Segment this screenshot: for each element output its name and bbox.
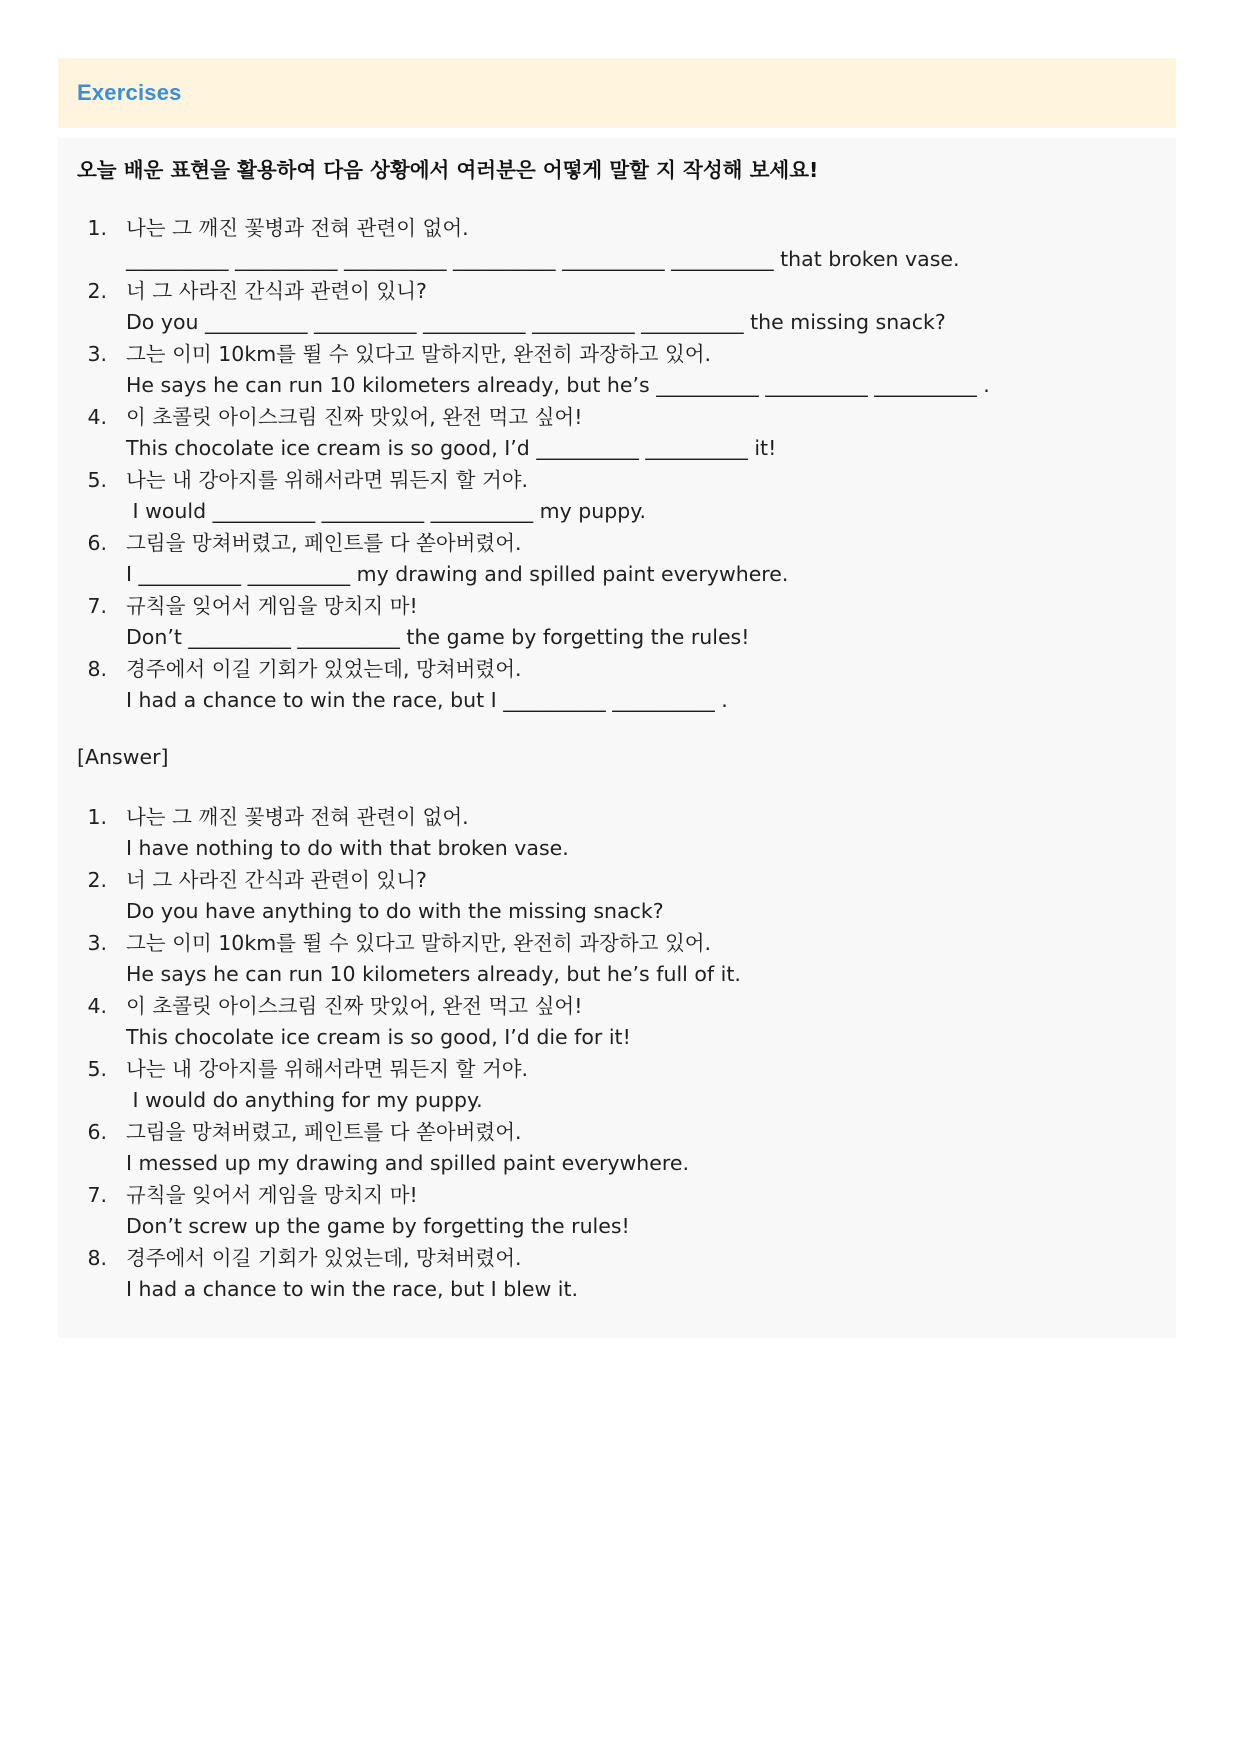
english-answer: I messed up my drawing and spilled paint everywhere. xyxy=(126,1151,689,1175)
item-number: 8. xyxy=(87,657,107,681)
english-fill-in: I would __________ __________ __________ my puppy. xyxy=(126,499,647,523)
english-fill-in: Don’t __________ __________ the game by forgetting the rules! xyxy=(126,625,750,649)
korean-sentence: 경주에서 이길 기회가 있었는데, 망쳐버렸어. xyxy=(126,1246,522,1270)
korean-sentence: 경주에서 이길 기회가 있었는데, 망쳐버렸어. xyxy=(126,657,522,681)
exercise-item xyxy=(77,338,1157,401)
korean-sentence: 그림을 망쳐버렸고, 페인트를 다 쏟아버렸어. xyxy=(126,531,522,555)
exercise-list xyxy=(77,212,1157,716)
korean-sentence: 규칙을 잊어서 게임을 망치지 마! xyxy=(126,594,418,618)
korean-sentence: 이 초콜릿 아이스크림 진짜 맛있어, 완전 먹고 싶어! xyxy=(126,994,583,1018)
korean-sentence: 그는 이미 10km를 뛸 수 있다고 말하지만, 완전히 과장하고 있어. xyxy=(126,931,712,955)
answer-item xyxy=(77,990,1157,1053)
korean-sentence: 너 그 사라진 간식과 관련이 있니? xyxy=(126,279,427,303)
english-answer: He says he can run 10 kilometers already, but he’s full of it. xyxy=(126,962,741,986)
exercises-header xyxy=(58,58,1176,128)
item-number: 6. xyxy=(87,531,107,555)
korean-sentence: 나는 내 강아지를 위해서라면 뭐든지 할 거야. xyxy=(126,468,529,492)
english-answer: Don’t screw up the game by forgetting the rules! xyxy=(126,1214,630,1238)
english-answer: Do you have anything to do with the missing snack? xyxy=(126,899,664,923)
english-fill-in: This chocolate ice cream is so good, I’d __________ __________ it! xyxy=(126,436,777,460)
item-number: 6. xyxy=(87,1120,107,1144)
exercise-item xyxy=(77,212,1157,275)
page-title: Exercises xyxy=(77,80,182,105)
english-answer: I have nothing to do with that broken vase. xyxy=(126,836,569,860)
item-number: 7. xyxy=(87,1183,107,1207)
english-answer: I would do anything for my puppy. xyxy=(126,1088,483,1112)
korean-sentence: 나는 그 깨진 꽃병과 전혀 관련이 없어. xyxy=(126,216,469,240)
korean-sentence: 그림을 망쳐버렸고, 페인트를 다 쏟아버렸어. xyxy=(126,1120,522,1144)
exercise-item xyxy=(77,401,1157,464)
exercise-item xyxy=(77,275,1157,338)
english-answer: I had a chance to win the race, but I blew it. xyxy=(126,1277,579,1301)
item-number: 3. xyxy=(87,931,107,955)
answer-item xyxy=(77,1116,1157,1179)
english-fill-in: Do you __________ __________ __________ __________ __________ the missing snack? xyxy=(126,310,946,334)
answer-item xyxy=(77,927,1157,990)
item-number: 2. xyxy=(87,868,107,892)
item-number: 2. xyxy=(87,279,107,303)
item-number: 5. xyxy=(87,468,107,492)
korean-sentence: 이 초콜릿 아이스크림 진짜 맛있어, 완전 먹고 싶어! xyxy=(126,405,583,429)
item-number: 7. xyxy=(87,594,107,618)
korean-sentence: 규칙을 잊어서 게임을 망치지 마! xyxy=(126,1183,418,1207)
korean-sentence: 나는 그 깨진 꽃병과 전혀 관련이 없어. xyxy=(126,805,469,829)
answer-list xyxy=(77,801,1157,1305)
item-number: 5. xyxy=(87,1057,107,1081)
english-answer: This chocolate ice cream is so good, I’d die for it! xyxy=(126,1025,631,1049)
exercise-item xyxy=(77,527,1157,590)
answer-item xyxy=(77,1242,1157,1305)
answer-heading: [Answer] xyxy=(77,745,169,769)
english-fill-in: He says he can run 10 kilometers already, but he’s __________ __________ __________ . xyxy=(126,373,990,397)
item-number: 3. xyxy=(87,342,107,366)
item-number: 1. xyxy=(87,805,107,829)
instruction-text: 오늘 배운 표현을 활용하여 다음 상황에서 여러분은 어떻게 말할 지 작성해 보세요! xyxy=(77,158,819,182)
korean-sentence: 나는 내 강아지를 위해서라면 뭐든지 할 거야. xyxy=(126,1057,529,1081)
item-number: 1. xyxy=(87,216,107,240)
exercise-item xyxy=(77,653,1157,716)
item-number: 4. xyxy=(87,994,107,1018)
english-fill-in: __________ __________ __________ __________ __________ __________ that broken vase. xyxy=(126,247,960,271)
korean-sentence: 너 그 사라진 간식과 관련이 있니? xyxy=(126,868,427,892)
answer-item xyxy=(77,1179,1157,1242)
exercise-content xyxy=(58,138,1176,1338)
item-number: 4. xyxy=(87,405,107,429)
answer-item xyxy=(77,1053,1157,1116)
exercise-item xyxy=(77,464,1157,527)
item-number: 8. xyxy=(87,1246,107,1270)
answer-item xyxy=(77,801,1157,864)
answer-item xyxy=(77,864,1157,927)
english-fill-in: I __________ __________ my drawing and spilled paint everywhere. xyxy=(126,562,789,586)
english-fill-in: I had a chance to win the race, but I __________ __________ . xyxy=(126,688,728,712)
exercise-item xyxy=(77,590,1157,653)
korean-sentence: 그는 이미 10km를 뛸 수 있다고 말하지만, 완전히 과장하고 있어. xyxy=(126,342,712,366)
